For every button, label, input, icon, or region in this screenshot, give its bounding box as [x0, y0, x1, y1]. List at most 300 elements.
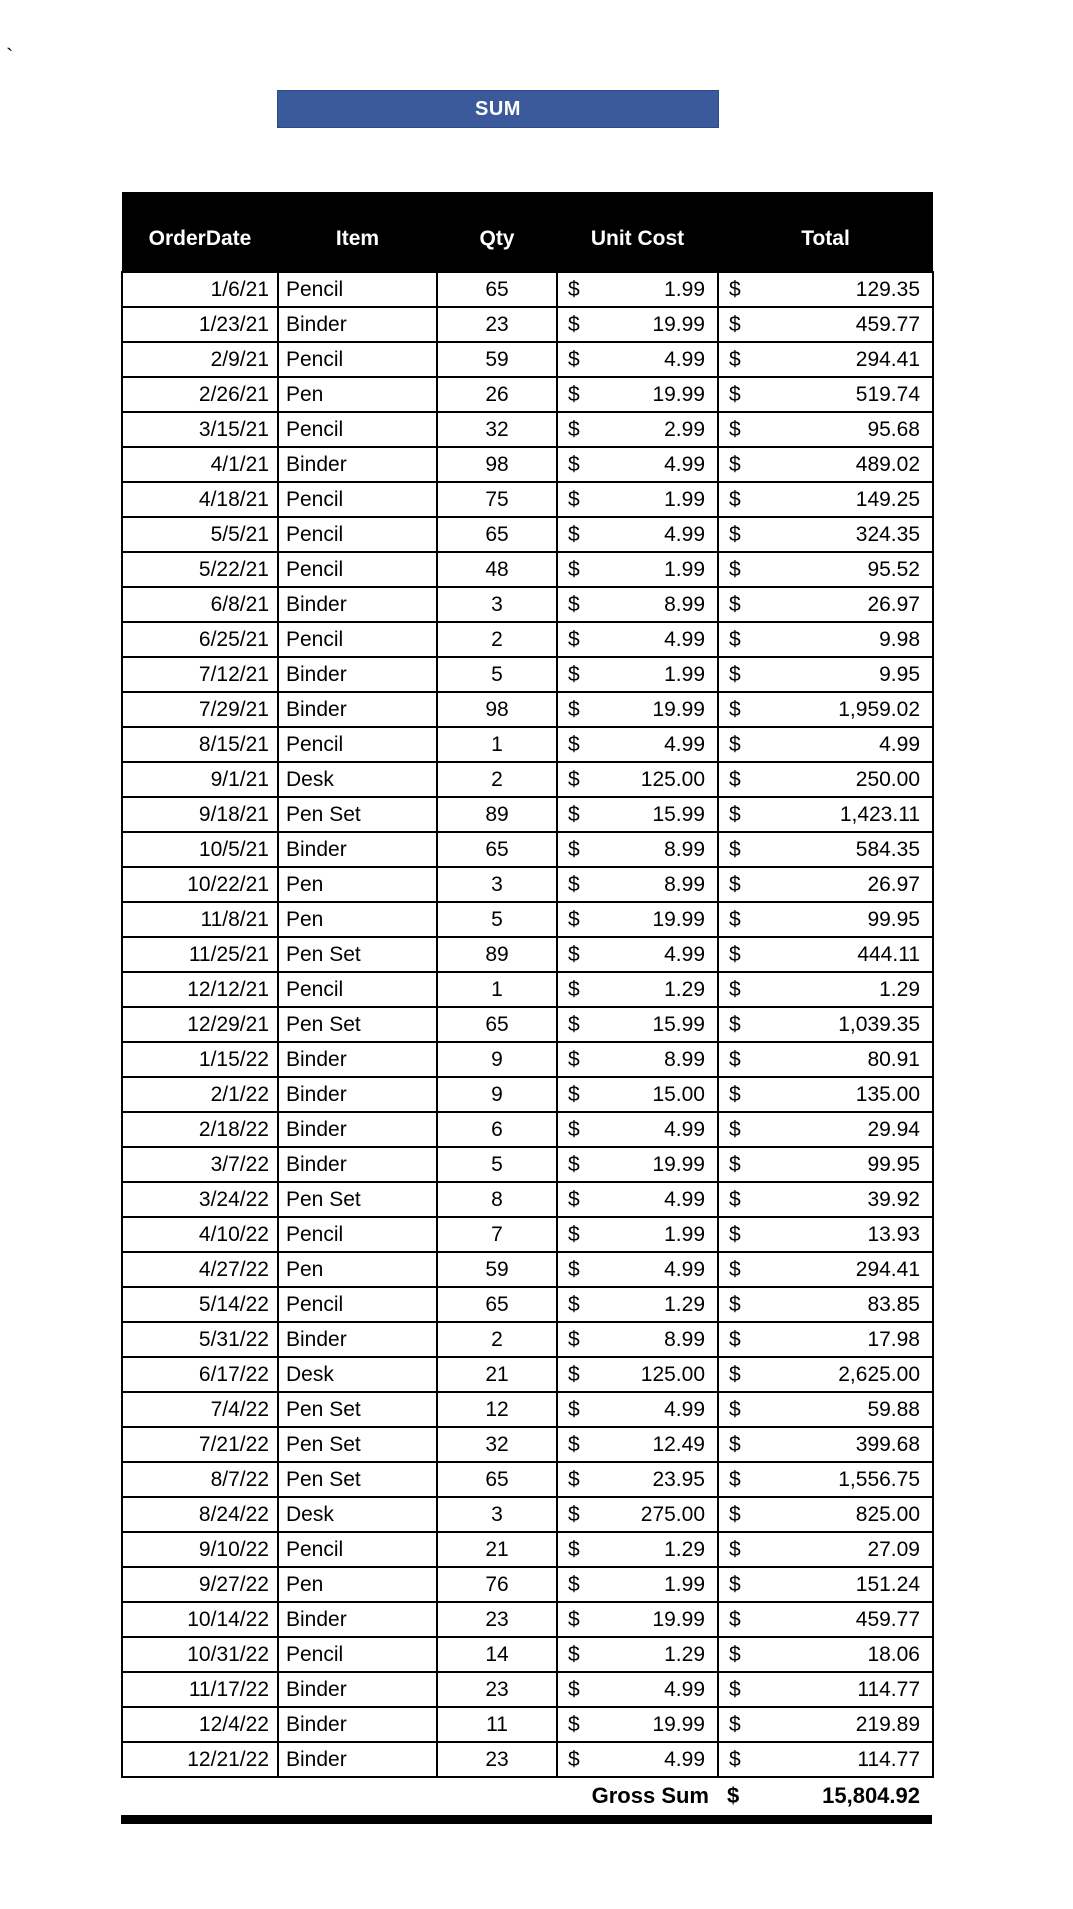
cell-unit-cost — [557, 272, 718, 307]
cell-qty: 9 — [437, 1042, 557, 1077]
cell-qty: 21 — [437, 1532, 557, 1567]
cell-total — [718, 1567, 933, 1602]
table-row — [122, 342, 933, 377]
total-value: 135.00 — [855, 1082, 920, 1106]
table-row — [122, 1182, 933, 1217]
unit-cost-value: 8.99 — [664, 837, 705, 861]
table-row — [122, 657, 933, 692]
currency-symbol: $ — [729, 1537, 741, 1561]
unit-cost-value: 1.29 — [664, 977, 705, 1001]
total-value: 250.00 — [855, 767, 920, 791]
currency-symbol: $ — [568, 1607, 580, 1631]
table-row — [122, 447, 933, 482]
cell-orderdate: 5/22/21 — [122, 552, 278, 587]
total-value: 489.02 — [855, 452, 920, 476]
cell-total — [718, 482, 933, 517]
cell-unit-cost — [557, 1532, 718, 1567]
currency-symbol: $ — [729, 732, 741, 756]
cell-qty: 59 — [437, 1252, 557, 1287]
cell-item: Pen Set — [278, 1007, 437, 1042]
cell-orderdate: 8/15/21 — [122, 727, 278, 762]
currency-symbol: $ — [729, 1362, 741, 1386]
cell-total — [718, 307, 933, 342]
currency-symbol: $ — [729, 1012, 741, 1036]
cell-total — [718, 1602, 933, 1637]
currency-symbol: $ — [568, 1117, 580, 1141]
cell-item: Binder — [278, 1077, 437, 1112]
cell-unit-cost — [557, 797, 718, 832]
cell-unit-cost — [557, 377, 718, 412]
cell-item: Pencil — [278, 412, 437, 447]
currency-symbol: $ — [729, 942, 741, 966]
total-value: 2,625.00 — [838, 1362, 920, 1386]
cell-unit-cost — [557, 762, 718, 797]
cell-orderdate: 10/5/21 — [122, 832, 278, 867]
cell-total — [718, 1252, 933, 1287]
currency-symbol: $ — [568, 592, 580, 616]
cell-item: Pencil — [278, 342, 437, 377]
table-row — [122, 307, 933, 342]
cell-orderdate: 6/8/21 — [122, 587, 278, 622]
cell-item: Pencil — [278, 517, 437, 552]
unit-cost-value: 4.99 — [664, 347, 705, 371]
currency-symbol: $ — [568, 557, 580, 581]
cell-unit-cost — [557, 1707, 718, 1742]
cell-item: Pen — [278, 1567, 437, 1602]
cell-item: Pen Set — [278, 1462, 437, 1497]
currency-symbol: $ — [568, 627, 580, 651]
cell-orderdate: 1/23/21 — [122, 307, 278, 342]
unit-cost-value: 4.99 — [664, 627, 705, 651]
currency-symbol: $ — [568, 277, 580, 301]
cell-total — [718, 937, 933, 972]
currency-symbol: $ — [568, 1187, 580, 1211]
unit-cost-value: 8.99 — [664, 592, 705, 616]
orders-table-header — [122, 192, 933, 272]
currency-symbol: $ — [568, 662, 580, 686]
unit-cost-value: 4.99 — [664, 732, 705, 756]
currency-symbol: $ — [729, 487, 741, 511]
cell-total — [718, 657, 933, 692]
cell-qty: 32 — [437, 412, 557, 447]
total-value: 1.29 — [879, 977, 920, 1001]
table-row — [122, 1077, 933, 1112]
currency-symbol: $ — [568, 1677, 580, 1701]
cell-unit-cost — [557, 412, 718, 447]
cell-total — [718, 1742, 933, 1777]
total-value: 95.68 — [867, 417, 920, 441]
table-row — [122, 622, 933, 657]
cell-item: Pencil — [278, 622, 437, 657]
currency-symbol: $ — [568, 1467, 580, 1491]
cell-orderdate: 10/22/21 — [122, 867, 278, 902]
cell-unit-cost — [557, 972, 718, 1007]
cell-unit-cost — [557, 1392, 718, 1427]
currency-symbol: $ — [568, 1292, 580, 1316]
cell-unit-cost — [557, 657, 718, 692]
cell-orderdate: 12/21/22 — [122, 1742, 278, 1777]
cell-orderdate: 2/1/22 — [122, 1077, 278, 1112]
cell-unit-cost — [557, 902, 718, 937]
currency-symbol: $ — [568, 487, 580, 511]
cell-item: Pen Set — [278, 937, 437, 972]
total-value: 459.77 — [855, 312, 920, 336]
currency-symbol: $ — [729, 1222, 741, 1246]
cell-item: Pen Set — [278, 1392, 437, 1427]
currency-symbol: $ — [729, 1187, 741, 1211]
currency-symbol: $ — [729, 1292, 741, 1316]
cell-orderdate: 4/1/21 — [122, 447, 278, 482]
cell-orderdate: 3/7/22 — [122, 1147, 278, 1182]
cell-qty: 6 — [437, 1112, 557, 1147]
currency-symbol: $ — [729, 627, 741, 651]
column-header-item: Item — [278, 192, 437, 272]
currency-symbol: $ — [729, 277, 741, 301]
table-row — [122, 1637, 933, 1672]
cell-total — [718, 377, 933, 412]
gross-sum-label: Gross Sum — [591, 1783, 709, 1808]
cell-unit-cost — [557, 517, 718, 552]
currency-symbol: $ — [568, 767, 580, 791]
cell-unit-cost — [557, 1182, 718, 1217]
cell-unit-cost — [557, 1497, 718, 1532]
table-row — [122, 1007, 933, 1042]
cell-item: Pen — [278, 377, 437, 412]
cell-item: Pen Set — [278, 1182, 437, 1217]
cell-item: Pen Set — [278, 1427, 437, 1462]
cell-item: Pen Set — [278, 797, 437, 832]
cell-item: Pen — [278, 1252, 437, 1287]
unit-cost-value: 275.00 — [640, 1502, 705, 1526]
cell-qty: 1 — [437, 727, 557, 762]
cell-item: Binder — [278, 692, 437, 727]
currency-symbol: $ — [568, 1012, 580, 1036]
cell-total — [718, 517, 933, 552]
total-value: 26.97 — [867, 592, 920, 616]
total-value: 1,039.35 — [838, 1012, 920, 1036]
currency-symbol: $ — [729, 592, 741, 616]
unit-cost-value: 4.99 — [664, 1397, 705, 1421]
cell-orderdate: 3/24/22 — [122, 1182, 278, 1217]
orders-table — [121, 192, 934, 1778]
cell-orderdate: 7/21/22 — [122, 1427, 278, 1462]
cell-item: Pencil — [278, 1287, 437, 1322]
table-row — [122, 902, 933, 937]
currency-symbol: $ — [568, 382, 580, 406]
cell-item: Desk — [278, 1357, 437, 1392]
cell-qty: 5 — [437, 902, 557, 937]
total-value: 519.74 — [855, 382, 920, 406]
cell-item: Binder — [278, 1672, 437, 1707]
bottom-rule — [121, 1815, 932, 1824]
cell-orderdate: 9/10/22 — [122, 1532, 278, 1567]
sum-button[interactable] — [277, 90, 719, 128]
currency-symbol: $ — [568, 1152, 580, 1176]
unit-cost-value: 4.99 — [664, 1747, 705, 1771]
cell-qty: 65 — [437, 1287, 557, 1322]
table-row — [122, 692, 933, 727]
currency-symbol: $ — [729, 312, 741, 336]
currency-symbol: $ — [729, 522, 741, 546]
cell-qty: 65 — [437, 517, 557, 552]
header-row — [122, 192, 933, 272]
cell-orderdate: 9/1/21 — [122, 762, 278, 797]
cell-unit-cost — [557, 307, 718, 342]
currency-symbol: $ — [568, 1397, 580, 1421]
cell-total — [718, 762, 933, 797]
cell-total — [718, 1147, 933, 1182]
cell-orderdate: 6/25/21 — [122, 622, 278, 657]
stray-backtick-text: ` — [6, 44, 14, 69]
currency-symbol: $ — [729, 802, 741, 826]
table-row — [122, 1497, 933, 1532]
table-row — [122, 1672, 933, 1707]
currency-symbol: $ — [729, 452, 741, 476]
cell-qty: 48 — [437, 552, 557, 587]
total-value: 1,959.02 — [838, 697, 920, 721]
currency-symbol: $ — [568, 942, 580, 966]
cell-orderdate: 5/31/22 — [122, 1322, 278, 1357]
total-value: 26.97 — [867, 872, 920, 896]
currency-symbol: $ — [729, 557, 741, 581]
currency-symbol: $ — [729, 872, 741, 896]
unit-cost-value: 15.00 — [652, 1082, 705, 1106]
currency-symbol: $ — [568, 977, 580, 1001]
cell-total — [718, 272, 933, 307]
total-value: 825.00 — [855, 1502, 920, 1526]
table-row — [122, 412, 933, 447]
currency-symbol: $ — [729, 907, 741, 931]
cell-orderdate: 9/18/21 — [122, 797, 278, 832]
currency-symbol: $ — [568, 1642, 580, 1666]
currency-symbol: $ — [729, 1082, 741, 1106]
total-value: 114.77 — [857, 1747, 920, 1771]
unit-cost-value: 1.99 — [664, 1572, 705, 1596]
cell-orderdate: 11/8/21 — [122, 902, 278, 937]
currency-symbol: $ — [568, 1327, 580, 1351]
cell-total — [718, 587, 933, 622]
total-value: 444.11 — [857, 942, 920, 966]
cell-orderdate: 8/7/22 — [122, 1462, 278, 1497]
total-value: 324.35 — [855, 522, 920, 546]
cell-total — [718, 1427, 933, 1462]
cell-total — [718, 797, 933, 832]
currency-symbol: $ — [729, 1152, 741, 1176]
cell-qty: 23 — [437, 307, 557, 342]
table-row — [122, 832, 933, 867]
cell-qty: 23 — [437, 1742, 557, 1777]
cell-orderdate: 6/17/22 — [122, 1357, 278, 1392]
currency-symbol: $ — [568, 452, 580, 476]
gross-sum-row — [121, 1779, 932, 1813]
cell-unit-cost — [557, 1007, 718, 1042]
currency-symbol: $ — [568, 1537, 580, 1561]
unit-cost-value: 19.99 — [652, 312, 705, 336]
cell-item: Desk — [278, 762, 437, 797]
currency-symbol: $ — [568, 1222, 580, 1246]
total-value: 99.95 — [867, 907, 920, 931]
currency-symbol: $ — [729, 1047, 741, 1071]
cell-unit-cost — [557, 1602, 718, 1637]
cell-qty: 65 — [437, 832, 557, 867]
unit-cost-value: 8.99 — [664, 1047, 705, 1071]
cell-unit-cost — [557, 832, 718, 867]
table-row — [122, 1602, 933, 1637]
cell-unit-cost — [557, 1462, 718, 1497]
unit-cost-value: 1.99 — [664, 487, 705, 511]
unit-cost-value: 12.49 — [652, 1432, 705, 1456]
unit-cost-value: 19.99 — [652, 1607, 705, 1631]
total-value: 9.95 — [879, 662, 920, 686]
cell-total — [718, 1217, 933, 1252]
table-row — [122, 1567, 933, 1602]
cell-orderdate: 9/27/22 — [122, 1567, 278, 1602]
table-row — [122, 1707, 933, 1742]
cell-qty: 3 — [437, 1497, 557, 1532]
cell-total — [718, 1042, 933, 1077]
cell-total — [718, 972, 933, 1007]
column-header-total: Total — [718, 192, 933, 272]
currency-symbol: $ — [568, 1747, 580, 1771]
cell-unit-cost — [557, 692, 718, 727]
cell-qty: 32 — [437, 1427, 557, 1462]
unit-cost-value: 23.95 — [652, 1467, 705, 1491]
table-row — [122, 377, 933, 412]
table-row — [122, 482, 933, 517]
table-row — [122, 1112, 933, 1147]
unit-cost-value: 2.99 — [664, 417, 705, 441]
currency-symbol: $ — [568, 347, 580, 371]
cell-total — [718, 832, 933, 867]
cell-unit-cost — [557, 1147, 718, 1182]
cell-qty: 8 — [437, 1182, 557, 1217]
currency-symbol: $ — [729, 1397, 741, 1421]
cell-item: Binder — [278, 657, 437, 692]
currency-symbol: $ — [568, 907, 580, 931]
unit-cost-value: 8.99 — [664, 872, 705, 896]
currency-symbol: $ — [729, 1327, 741, 1351]
currency-symbol: $ — [568, 872, 580, 896]
table-row — [122, 1392, 933, 1427]
cell-item: Binder — [278, 1602, 437, 1637]
currency-symbol: $ — [727, 1783, 740, 1808]
total-value: 83.85 — [867, 1292, 920, 1316]
table-row — [122, 1287, 933, 1322]
cell-item: Pencil — [278, 1217, 437, 1252]
cell-total — [718, 1077, 933, 1112]
cell-qty: 98 — [437, 692, 557, 727]
cell-unit-cost — [557, 552, 718, 587]
table-row — [122, 1217, 933, 1252]
unit-cost-value: 125.00 — [640, 1362, 705, 1386]
cell-unit-cost — [557, 342, 718, 377]
cell-total — [718, 1497, 933, 1532]
cell-orderdate: 5/5/21 — [122, 517, 278, 552]
cell-total — [718, 552, 933, 587]
unit-cost-value: 4.99 — [664, 1257, 705, 1281]
cell-orderdate: 11/17/22 — [122, 1672, 278, 1707]
cell-unit-cost — [557, 867, 718, 902]
cell-orderdate: 2/18/22 — [122, 1112, 278, 1147]
currency-symbol: $ — [568, 732, 580, 756]
cell-total — [718, 447, 933, 482]
cell-item: Binder — [278, 307, 437, 342]
table-row — [122, 762, 933, 797]
unit-cost-value: 1.29 — [664, 1642, 705, 1666]
cell-item: Pencil — [278, 272, 437, 307]
currency-symbol: $ — [568, 417, 580, 441]
cell-unit-cost — [557, 1427, 718, 1462]
cell-unit-cost — [557, 622, 718, 657]
currency-symbol: $ — [729, 1572, 741, 1596]
cell-total — [718, 1532, 933, 1567]
table-row — [122, 867, 933, 902]
currency-symbol: $ — [729, 347, 741, 371]
cell-orderdate: 12/29/21 — [122, 1007, 278, 1042]
cell-unit-cost — [557, 1672, 718, 1707]
table-row — [122, 272, 933, 307]
unit-cost-value: 4.99 — [664, 1677, 705, 1701]
unit-cost-value: 19.99 — [652, 1712, 705, 1736]
cell-total — [718, 1462, 933, 1497]
cell-qty: 89 — [437, 797, 557, 832]
currency-symbol: $ — [568, 1502, 580, 1526]
cell-orderdate: 2/9/21 — [122, 342, 278, 377]
currency-symbol: $ — [729, 1642, 741, 1666]
currency-symbol: $ — [729, 1117, 741, 1141]
cell-item: Binder — [278, 1147, 437, 1182]
unit-cost-value: 125.00 — [640, 767, 705, 791]
cell-qty: 26 — [437, 377, 557, 412]
table-row — [122, 1532, 933, 1567]
currency-symbol: $ — [568, 1432, 580, 1456]
cell-orderdate: 7/12/21 — [122, 657, 278, 692]
cell-qty: 76 — [437, 1567, 557, 1602]
currency-symbol: $ — [729, 662, 741, 686]
total-value: 27.09 — [867, 1537, 920, 1561]
currency-symbol: $ — [568, 1712, 580, 1736]
cell-total — [718, 1392, 933, 1427]
cell-item: Pencil — [278, 552, 437, 587]
cell-orderdate: 1/15/22 — [122, 1042, 278, 1077]
cell-qty: 65 — [437, 1007, 557, 1042]
sum-button-label: SUM — [475, 97, 521, 120]
cell-item: Binder — [278, 1742, 437, 1777]
cell-total — [718, 622, 933, 657]
cell-qty: 1 — [437, 972, 557, 1007]
unit-cost-value: 1.29 — [664, 1537, 705, 1561]
table-row — [122, 552, 933, 587]
cell-total — [718, 1007, 933, 1042]
currency-symbol: $ — [729, 417, 741, 441]
currency-symbol: $ — [729, 1502, 741, 1526]
cell-orderdate: 1/6/21 — [122, 272, 278, 307]
cell-orderdate: 10/31/22 — [122, 1637, 278, 1672]
cell-total — [718, 1707, 933, 1742]
cell-item: Pencil — [278, 482, 437, 517]
cell-item: Pencil — [278, 727, 437, 762]
cell-unit-cost — [557, 1742, 718, 1777]
cell-unit-cost — [557, 1357, 718, 1392]
cell-qty: 98 — [437, 447, 557, 482]
table-row — [122, 1322, 933, 1357]
unit-cost-value: 4.99 — [664, 452, 705, 476]
table-row — [122, 1252, 933, 1287]
unit-cost-value: 4.99 — [664, 1117, 705, 1141]
cell-total — [718, 412, 933, 447]
unit-cost-value: 4.99 — [664, 522, 705, 546]
currency-symbol: $ — [568, 522, 580, 546]
